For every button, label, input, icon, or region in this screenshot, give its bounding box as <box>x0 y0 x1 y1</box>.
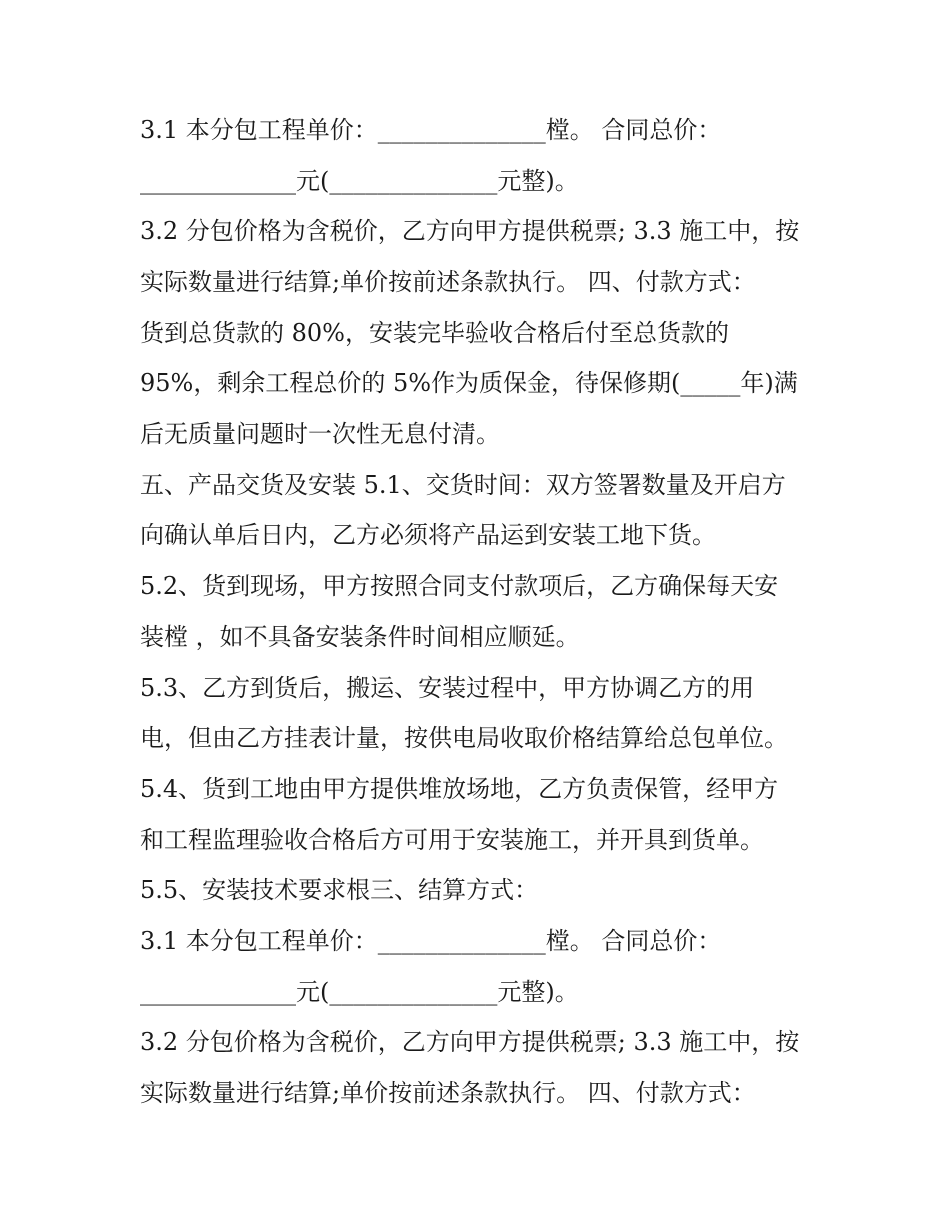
text-line: 装樘 ，如不具备安装条件时间相应顺延。 <box>140 623 580 651</box>
text-line: 3.2 分包价格为含税价，乙方向甲方提供税票; 3.3 施工中，按 <box>140 217 800 245</box>
text-line: 实际数量进行结算;单价按前述条款执行。 四、付款方式： <box>140 1079 756 1107</box>
text-line: 5.4、货到工地由甲方提供堆放场地，乙方负责保管，经甲方 <box>140 775 779 803</box>
text-line: 5.3、乙方到货后，搬运、安装过程中，甲方协调乙方的用 <box>140 674 755 702</box>
text-line: 3.1 本分包工程单价：______________樘。 合同总价： <box>140 116 722 144</box>
text-line: 电，但由乙方挂表计量，按供电局收取价格结算给总包单位。 <box>140 724 788 752</box>
text-line: _____________元(______________元整)。 <box>140 978 579 1006</box>
text-line: 实际数量进行结算;单价按前述条款执行。 四、付款方式： <box>140 268 756 296</box>
text-line: 向确认单后日内，乙方必须将产品运到安装工地下货。 <box>140 521 716 549</box>
text-line: 3.2 分包价格为含税价，乙方向甲方提供税票; 3.3 施工中，按 <box>140 1028 800 1056</box>
text-line: 货到总货款的 80%，安装完毕验收合格后付至总货款的 <box>140 319 729 347</box>
text-line: 5.5、安装技术要求根三、结算方式： <box>140 876 539 904</box>
text-line: 5.2、货到现场，甲方按照合同支付款项后，乙方确保每天安 <box>140 572 779 600</box>
text-line: 3.1 本分包工程单价：______________樘。 合同总价： <box>140 927 722 955</box>
text-line: _____________元(______________元整)。 <box>140 167 579 195</box>
text-line: 和工程监理验收合格后方可用于安装施工，并开具到货单。 <box>140 826 764 854</box>
text-line: 后无质量问题时一次性无息付清。 <box>140 420 500 448</box>
text-line: 五、产品交货及安装 5.1、交货时间：双方签署数量及开启方 <box>140 471 786 499</box>
text-line: 95%，剩余工程总价的 5%作为质保金，待保修期(_____年)满 <box>140 369 798 397</box>
